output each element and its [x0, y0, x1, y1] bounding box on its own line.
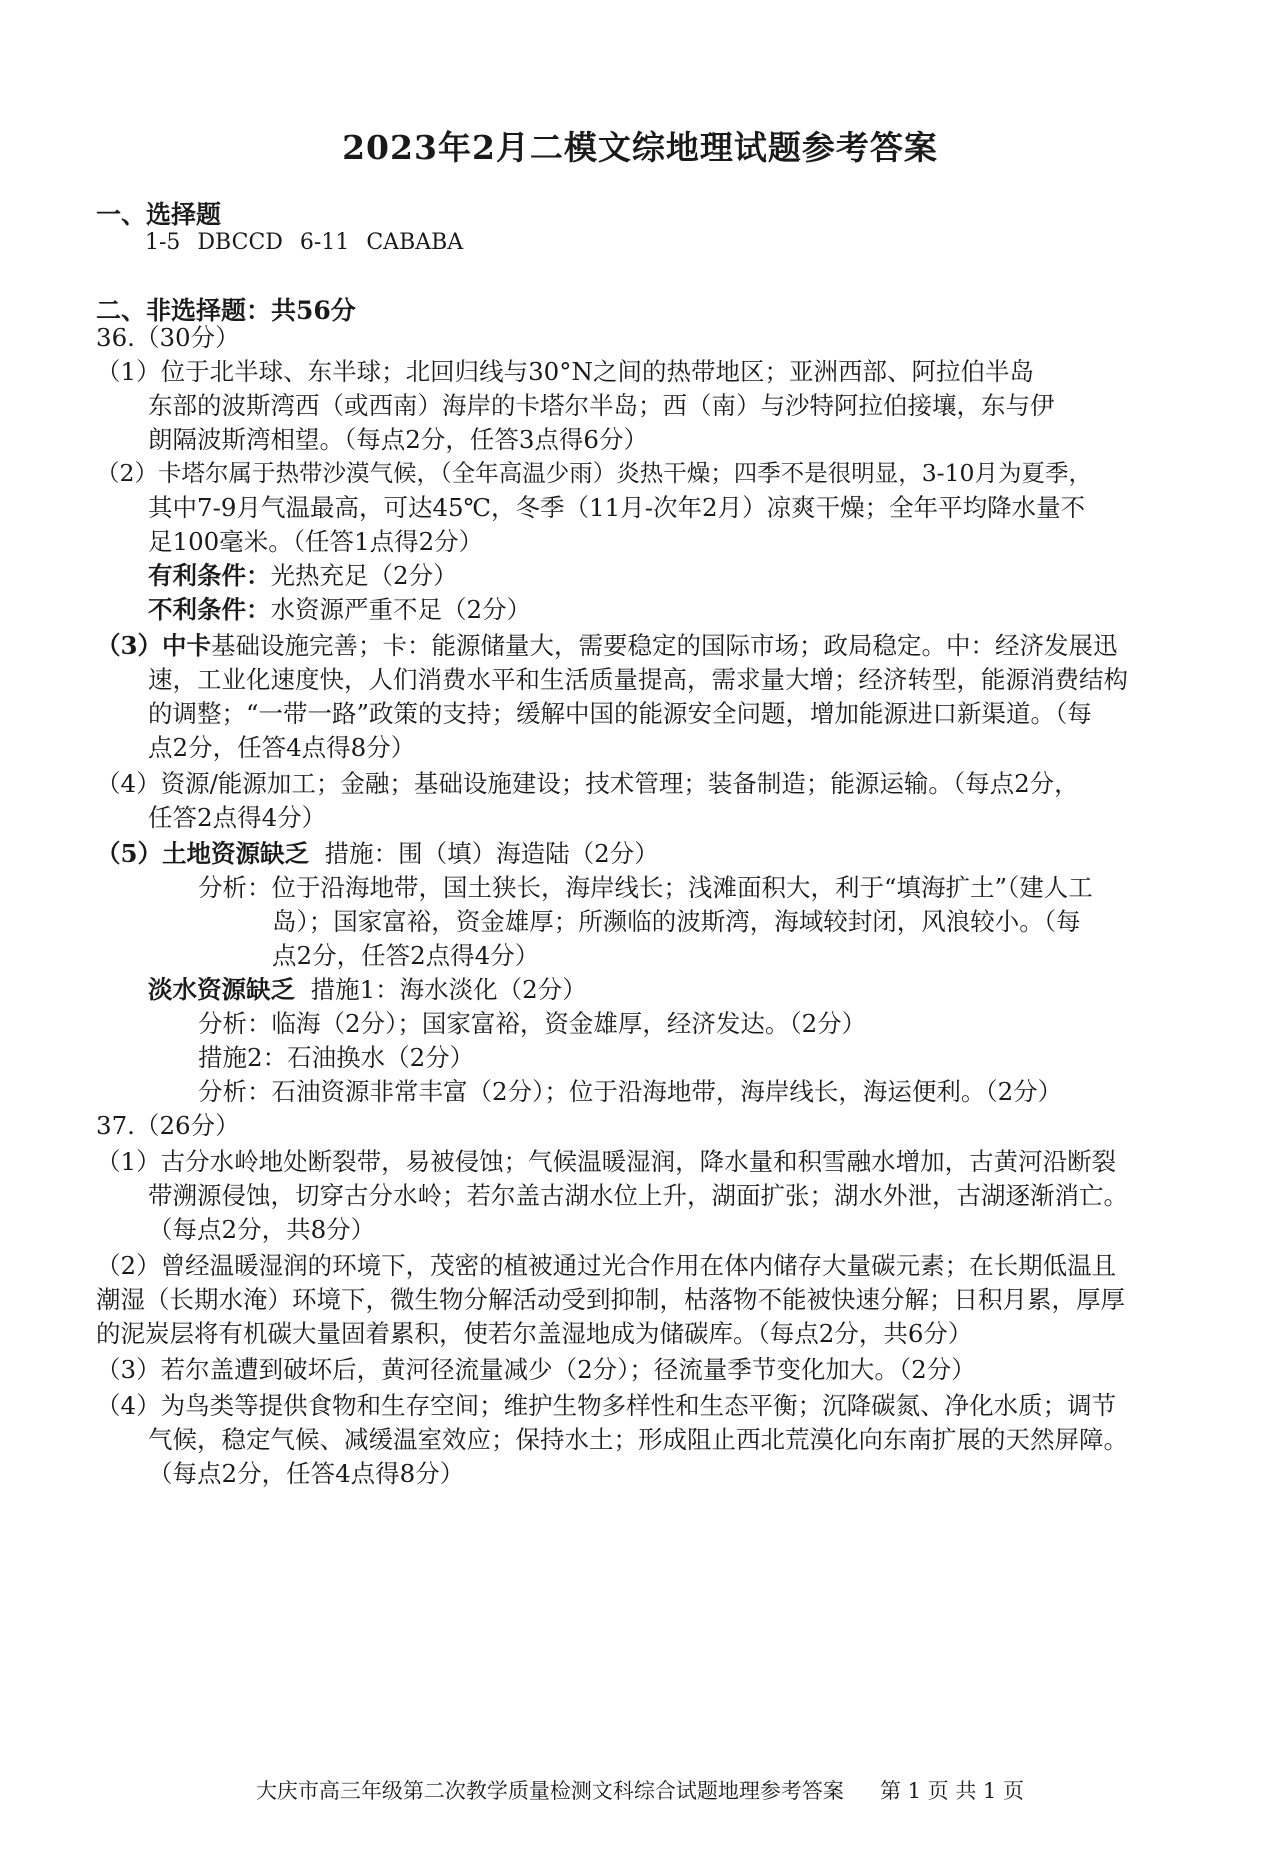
water-measure-1: 措施1：海水淡化（2分）: [310, 975, 587, 1004]
water-measure-2: 措施2：石油换水（2分）: [198, 1043, 475, 1072]
q37-part2-line: （2）曾经温暖湿润的环境下，茂密的植被通过光合作用在体内储存大量碳元素；在长期低温且: [96, 1251, 1117, 1280]
part5-label: （5）土地资源缺乏: [96, 839, 310, 868]
q37-part1-line: 带溯源侵蚀，切穿古分水岭；若尔盖古湖水位上升，湖面扩张；湖水外泄，古湖逐渐消亡。: [148, 1181, 1128, 1210]
q36-water-shortage-line: [148, 975, 587, 1004]
favorable-text: 光热充足（2分）: [270, 561, 458, 590]
q37-part1-line: （1）古分水岭地处断裂带，易被侵蚀；气候温暖湿润，降水量和积雪融水增加，古黄河沿断裂: [96, 1147, 1117, 1176]
q36-part4-line: 任答2点得4分）: [148, 803, 327, 832]
unfavorable-text: 水资源严重不足（2分）: [270, 595, 532, 624]
q36-part4-line: （4）资源/能源加工；金融；基础设施建设；技术管理；装备制造；能源运输。（每点2分，: [96, 769, 1079, 798]
section-heading-multiple-choice: 一、选择题: [96, 200, 222, 229]
water-analysis-2: 分析：石油资源非常丰富（2分）；位于沿海地带，海岸线长，海运便利。（2分）: [198, 1077, 1063, 1106]
multiple-choice-answers: 1-5 DBCCD 6-11 CABABA: [145, 230, 464, 255]
part5-measure: 措施：围（填）海造陆（2分）: [324, 839, 659, 868]
q36-part5-analysis-line: 点2分，任答2点得4分）: [272, 941, 540, 970]
page-title: 2023年2月二模文综地理试题参考答案: [342, 128, 938, 167]
q36-part1-line: 东部的波斯湾西（或西南）海岸的卡塔尔半岛；西（南）与沙特阿拉伯接壤，东与伊: [148, 391, 1055, 420]
q37-part3-line: （3）若尔盖遭到破坏后，黄河径流量减少（2分）；径流量季节变化加大。（2分）: [96, 1355, 976, 1384]
q37-part2-line: 潮湿（长期水淹）环境下，微生物分解活动受到抑制，枯落物不能被快速分解；日积月累，厚厚: [96, 1285, 1125, 1314]
q36-unfavorable-conditions: [148, 595, 532, 624]
part3-label: （3）中卡: [96, 631, 212, 660]
q37-part4-line: （4）为鸟类等提供食物和生存空间；维护生物多样性和生态平衡；沉降碳氮、净化水质；调节: [96, 1391, 1117, 1420]
q36-part2-line: 足100毫米。（任答1点得2分）: [148, 527, 484, 556]
q37-part2-line: 的泥炭层将有机碳大量固着累积，使若尔盖湿地成为储碳库。（每点2分，共6分）: [96, 1319, 973, 1348]
part3-text: 基础设施完善；卡：能源储量大，需要稳定的国际市场；政局稳定。中：经济发展迅: [211, 631, 1118, 660]
water-shortage-label: 淡水资源缺乏: [148, 975, 295, 1004]
q36-part3-line: 的调整；“一带一路”政策的支持；缓解中国的能源安全问题，增加能源进口新渠道。（每: [148, 699, 1092, 728]
q36-part5-analysis-line: 分析：位于沿海地带，国土狭长，海岸线长；浅滩面积大，利于“填海扩土”（建人工: [198, 873, 1093, 902]
favorable-label: 有利条件：: [148, 561, 271, 590]
q36-part3-line: 速，工业化速度快，人们消费水平和生活质量提高，需求量大增；经济转型，能源消费结构: [148, 665, 1128, 694]
q36-part1-line: （1）位于北半球、东半球；北回归线与30°N之间的热带地区；亚洲西部、阿拉伯半岛: [96, 357, 1034, 386]
q37-part1-line: （每点2分，共8分）: [148, 1215, 376, 1244]
water-analysis-1: 分析：临海（2分）；国家富裕，资金雄厚，经济发达。（2分）: [198, 1009, 867, 1038]
q36-part5-analysis-line: 岛）；国家富裕，资金雄厚；所濒临的波斯湾，海域较封闭，风浪较小。（每: [272, 907, 1081, 936]
question-36-heading: 36.（30分）: [96, 323, 240, 352]
footer-page-number: 第 1 页 共 1 页: [879, 1779, 1025, 1803]
q37-part4-line: 气候，稳定气候、减缓温室效应；保持水土；形成阻止西北荒漠化向东南扩展的天然屏障。: [148, 1425, 1128, 1454]
footer-document-title: 大庆市高三年级第二次教学质量检测文科综合试题地理参考答案: [255, 1779, 844, 1803]
q36-favorable-conditions: [148, 561, 458, 590]
question-37-heading: 37.（26分）: [96, 1111, 240, 1140]
section-heading-non-choice: 二、非选择题：共56分: [96, 296, 356, 325]
q36-part3-line: 点2分，任答4点得8分）: [148, 733, 416, 762]
q36-part5-line: [96, 839, 659, 868]
q36-part2-line: 其中7-9月气温最高，可达45℃，冬季（11月-次年2月）凉爽干燥；全年平均降水量不: [148, 493, 1086, 522]
q36-part3-line: [96, 631, 1118, 660]
unfavorable-label: 不利条件：: [148, 595, 271, 624]
q36-part1-line: 朗隔波斯湾相望。（每点2分，任答3点得6分）: [148, 425, 649, 454]
q37-part4-line: （每点2分，任答4点得8分）: [148, 1459, 465, 1488]
page-footer: [0, 1775, 1280, 1805]
q36-part2-line: （2）卡塔尔属于热带沙漠气候，（全年高温少雨）炎热干燥；四季不是很明显，3-10月为夏季，: [96, 459, 1092, 487]
